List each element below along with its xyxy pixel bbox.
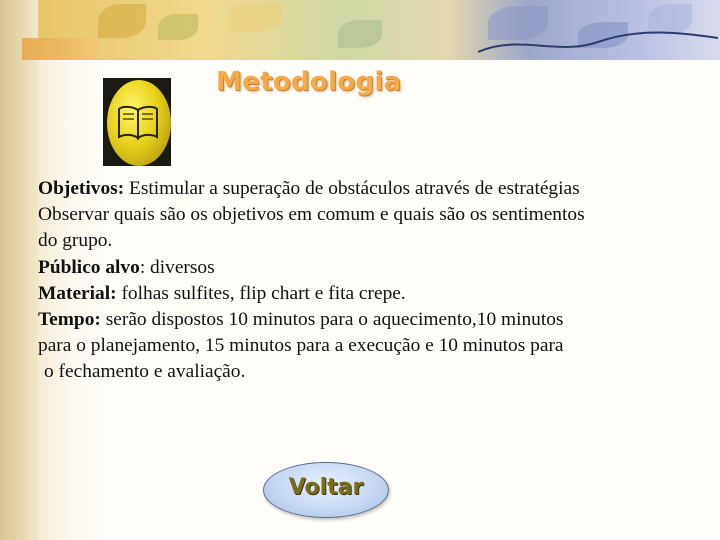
objectives-line-2: Observar quais são os objetivos em comum e quais são os sentimentos [38, 204, 585, 226]
material-label: Material: [38, 282, 117, 304]
banner-leaf [338, 20, 382, 48]
left-decorative-strip [0, 0, 38, 540]
time-label: Tempo: [38, 309, 101, 331]
banner-leaf [158, 14, 198, 40]
time-text: serão dispostos 10 minutos para o aquecimento,10 minutos [100, 309, 564, 331]
audience-line [38, 255, 720, 281]
audience-label: Público alvo [38, 256, 140, 278]
top-banner [38, 0, 720, 60]
book-icon [116, 104, 160, 142]
objectives-line-3: do grupo. [38, 230, 113, 252]
book-badge [103, 78, 171, 166]
back-button-label: Voltar [288, 475, 364, 500]
audience-text: : diversos [139, 256, 215, 278]
banner-leaf [228, 2, 282, 32]
objectives-text: Estimular a superação de obstáculos através de estratégias [124, 178, 580, 199]
objectives-line [38, 176, 720, 202]
page-title: Metodologia [216, 67, 402, 97]
material-text: folhas sulfites, flip chart e fita crepe. [116, 282, 406, 304]
time-line-3: o fechamento e avaliação. [44, 361, 246, 383]
time-line [38, 307, 720, 333]
corner-accent [22, 38, 98, 60]
back-button[interactable] [263, 462, 389, 518]
time-line-2: para o planejamento, 15 minutos para a execução e 10 minutos para [38, 335, 564, 357]
material-line [38, 281, 720, 307]
objectives-label: Objetivos: [38, 178, 125, 199]
banner-swirl [478, 28, 718, 58]
book-oval [107, 80, 171, 166]
banner-leaf [98, 4, 146, 38]
methodology-text [38, 176, 720, 386]
